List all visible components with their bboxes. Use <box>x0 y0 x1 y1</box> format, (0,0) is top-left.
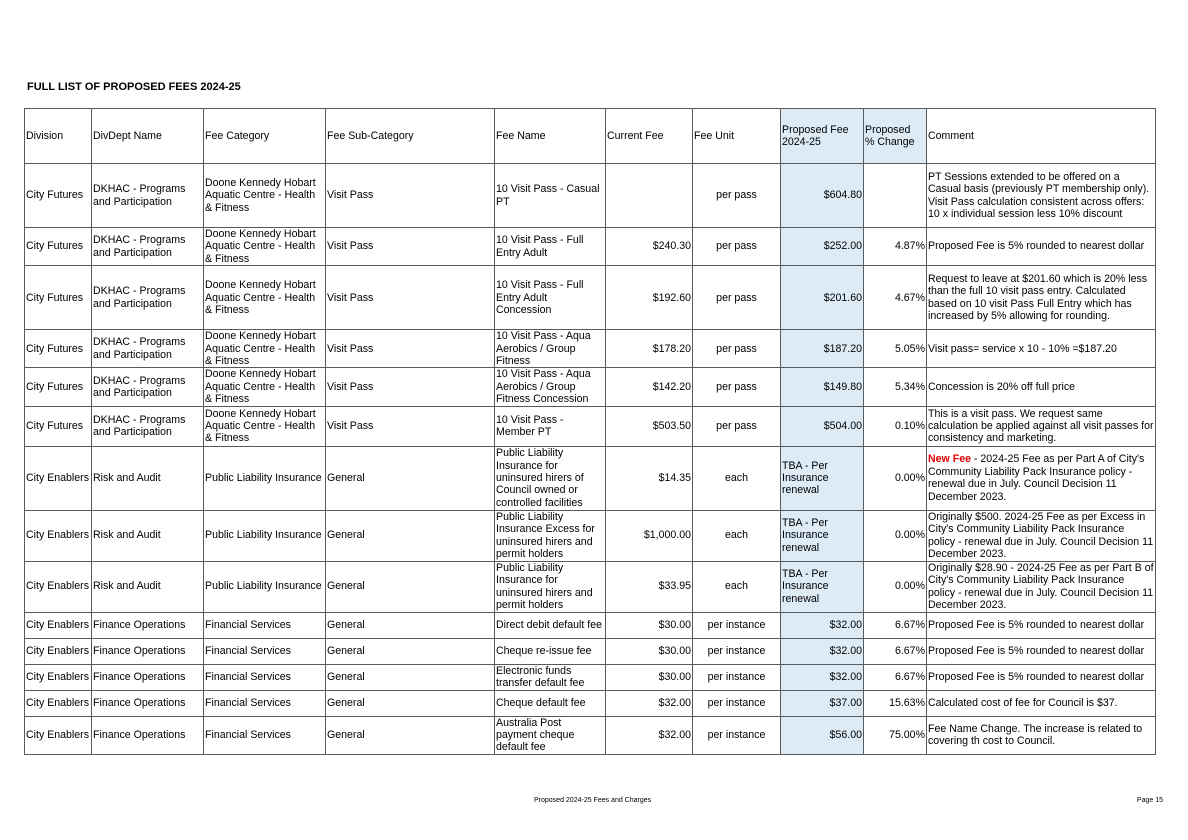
fee-unit-cell: per pass <box>693 330 781 368</box>
division-cell: City Futures <box>25 368 92 406</box>
fee-unit-cell: each <box>693 561 781 612</box>
proposed-fee-cell: $201.60 <box>781 266 864 330</box>
fee-unit-cell: per pass <box>693 266 781 330</box>
fee-subcategory-cell: General <box>326 664 495 690</box>
fee-category-cell: Public Liability Insurance <box>204 561 326 612</box>
division-cell: City Futures <box>25 164 92 228</box>
percent-change-cell: 4.67% <box>864 266 927 330</box>
fee-category-cell: Financial Services <box>204 664 326 690</box>
fee-category-cell: Doone Kennedy Hobart Aquatic Centre - Health & Fitness <box>204 406 326 446</box>
division-cell: City Enablers <box>25 690 92 716</box>
current-fee-cell: $32.00 <box>606 716 693 754</box>
comment-cell: Proposed Fee is 5% rounded to nearest dollar <box>927 664 1156 690</box>
table-row <box>25 330 1156 368</box>
fee-unit-cell: per pass <box>693 164 781 228</box>
col-header-proposed-fee-line2: 2024-25 <box>782 136 821 148</box>
division-cell: City Futures <box>25 228 92 266</box>
current-fee-cell: $32.00 <box>606 690 693 716</box>
fee-unit-cell: each <box>693 510 781 561</box>
comment-cell: Proposed Fee is 5% rounded to nearest dollar <box>927 612 1156 638</box>
divdept-cell: DKHAC - Programs and Participation <box>92 406 204 446</box>
fee-unit-cell: per instance <box>693 664 781 690</box>
fee-name-cell: 10 Visit Pass - Full Entry Adult Concession <box>495 266 606 330</box>
fee-name-cell: Australia Post payment cheque default fee <box>495 716 606 754</box>
comment-cell: Visit pass= service x 10 - 10% =$187.20 <box>927 330 1156 368</box>
table-row <box>25 716 1156 754</box>
table-row <box>25 368 1156 406</box>
current-fee-cell: $192.60 <box>606 266 693 330</box>
col-header-divdept: DivDept Name <box>92 109 204 164</box>
fee-name-cell: Public Liability Insurance for uninsured hirers of Council owned or controlled facilities <box>495 446 606 510</box>
percent-change-cell: 6.67% <box>864 638 927 664</box>
divdept-cell: DKHAC - Programs and Participation <box>92 164 204 228</box>
fee-name-cell: Electronic funds transfer default fee <box>495 664 606 690</box>
fee-subcategory-cell: General <box>326 690 495 716</box>
division-cell: City Enablers <box>25 561 92 612</box>
current-fee-cell: $30.00 <box>606 664 693 690</box>
footer-page-number: Page 15 <box>1136 797 1163 804</box>
fee-name-cell: Public Liability Insurance for uninsured hirers and permit holders <box>495 561 606 612</box>
percent-change-cell: 75.00% <box>864 716 927 754</box>
col-header-fee-name: Fee Name <box>495 109 606 164</box>
comment-cell: This is a visit pass. We request same calculation be applied against all visit passes for consistency and marketing. <box>928 407 1154 445</box>
percent-change-cell: 0.10% <box>864 406 927 446</box>
fee-category-cell: Doone Kennedy Hobart Aquatic Centre - Health & Fitness <box>204 228 326 266</box>
proposed-fee-cell: TBA - Per Insurance renewal <box>781 510 864 561</box>
fee-category-cell: Doone Kennedy Hobart Aquatic Centre - Health & Fitness <box>204 368 326 406</box>
divdept-cell: Finance Operations <box>92 690 204 716</box>
comment-cell: Calculated cost of fee for Council is $37. <box>927 690 1156 716</box>
fee-unit-cell: per instance <box>693 690 781 716</box>
comment-cell: Proposed Fee is 5% rounded to nearest dollar <box>927 228 1156 266</box>
comment-cell: Originally $500. 2024-25 Fee as per Excess in City's Community Liability Pack Insurance policy - renewal due in July. Council Decision 11 December 2023. <box>927 510 1156 561</box>
new-fee-label: New Fee <box>928 453 971 466</box>
current-fee-cell: $1,000.00 <box>606 510 693 561</box>
divdept-cell: Finance Operations <box>92 716 204 754</box>
division-cell: City Enablers <box>25 446 92 510</box>
col-header-proposed-change-line2: % Change <box>865 136 915 148</box>
fee-subcategory-cell: Visit Pass <box>326 228 495 266</box>
fee-subcategory-cell: Visit Pass <box>326 368 495 406</box>
proposed-fee-cell: $37.00 <box>781 690 864 716</box>
fee-category-cell: Financial Services <box>204 612 326 638</box>
current-fee-cell: $240.30 <box>606 228 693 266</box>
divdept-cell: Finance Operations <box>92 664 204 690</box>
comment-cell: Originally $28.90 - 2024-25 Fee as per Part B of City's Community Liability Pack Insurance policy - renewal due in July. Council Decision 11 December 2023. <box>928 561 1154 612</box>
col-header-comment: Comment <box>927 109 1156 164</box>
comment-cell <box>927 446 1156 510</box>
divdept-cell: Risk and Audit <box>92 510 204 561</box>
fee-subcategory-cell: General <box>326 716 495 754</box>
comment-cell: Fee Name Change. The increase is related to covering th cost to Council. <box>927 716 1156 754</box>
table-row <box>25 228 1156 266</box>
percent-change-cell: 4.87% <box>864 228 927 266</box>
division-cell: City Enablers <box>25 638 92 664</box>
percent-change-cell: 5.05% <box>864 330 927 368</box>
col-header-division: Division <box>25 109 92 164</box>
fee-rows <box>25 164 1156 755</box>
divdept-cell: DKHAC - Programs and Participation <box>92 266 204 330</box>
percent-change-cell: 6.67% <box>864 664 927 690</box>
percent-change-cell: 0.00% <box>864 510 927 561</box>
proposed-fee-cell: $56.00 <box>781 716 864 754</box>
col-header-fee-subcategory: Fee Sub-Category <box>326 109 495 164</box>
fee-subcategory-cell: General <box>326 638 495 664</box>
fees-table <box>24 108 1156 755</box>
fee-name-cell: 10 Visit Pass - Full Entry Adult <box>495 228 606 266</box>
divdept-cell: DKHAC - Programs and Participation <box>92 228 204 266</box>
table-row <box>25 510 1156 561</box>
col-header-proposed-fee-line1: Proposed Fee <box>782 123 849 136</box>
current-fee-cell <box>606 164 693 228</box>
current-fee-cell: $30.00 <box>606 612 693 638</box>
fee-category-cell: Financial Services <box>204 716 326 754</box>
fee-name-cell: Direct debit default fee <box>495 612 606 638</box>
percent-change-cell: 0.00% <box>864 561 927 612</box>
fee-name-cell: 10 Visit Pass - Casual PT <box>495 164 606 228</box>
fee-unit-cell: per pass <box>693 368 781 406</box>
current-fee-cell: $33.95 <box>606 561 693 612</box>
percent-change-cell: 5.34% <box>864 368 927 406</box>
fee-name-cell: Cheque re-issue fee <box>495 638 606 664</box>
table-row <box>25 664 1156 690</box>
fee-category-cell: Public Liability Insurance <box>204 510 326 561</box>
col-header-fee-category: Fee Category <box>204 109 326 164</box>
fee-category-cell: Doone Kennedy Hobart Aquatic Centre - Health & Fitness <box>204 266 326 330</box>
proposed-fee-cell: $504.00 <box>781 406 864 446</box>
fee-category-cell: Doone Kennedy Hobart Aquatic Centre - Health & Fitness <box>204 164 326 228</box>
percent-change-cell <box>864 164 927 228</box>
divdept-cell: DKHAC - Programs and Participation <box>92 368 204 406</box>
current-fee-cell: $178.20 <box>606 330 693 368</box>
proposed-fee-cell: TBA - Per Insurance renewal <box>781 561 864 612</box>
percent-change-cell: 0.00% <box>864 446 927 510</box>
percent-change-cell: 6.67% <box>864 612 927 638</box>
fee-category-cell: Public Liability Insurance <box>204 446 326 510</box>
fee-category-cell: Doone Kennedy Hobart Aquatic Centre - Health & Fitness <box>204 330 326 368</box>
proposed-fee-cell: $32.00 <box>781 664 864 690</box>
fee-subcategory-cell: General <box>326 612 495 638</box>
divdept-cell: Risk and Audit <box>92 446 204 510</box>
table-row <box>25 612 1156 638</box>
fee-unit-cell: each <box>693 446 781 510</box>
comment-cell: Concession is 20% off full price <box>927 368 1156 406</box>
proposed-fee-cell: $32.00 <box>781 638 864 664</box>
col-header-current-fee: Current Fee <box>606 109 693 164</box>
col-header-proposed-fee <box>781 109 864 164</box>
fee-subcategory-cell: General <box>326 446 495 510</box>
comment-cell: PT Sessions extended to be offered on a Casual basis (previously PT membership only). Visit Pass calculation consistent across offers: 10 x individual session less 10% discount <box>927 164 1156 228</box>
table-row <box>25 561 1156 612</box>
divdept-cell: DKHAC - Programs and Participation <box>92 330 204 368</box>
fee-subcategory-cell: Visit Pass <box>326 406 495 446</box>
proposed-fee-cell: $252.00 <box>781 228 864 266</box>
proposed-fee-cell: $187.20 <box>781 330 864 368</box>
proposed-fee-cell: $604.80 <box>781 164 864 228</box>
division-cell: City Futures <box>25 266 92 330</box>
comment-text: - 2024-25 Fee as per Part A of City's Community Liability Pack Insurance policy - renewal due in July. Council Decision 11 December 2023. <box>928 453 1145 503</box>
fee-unit-cell: per instance <box>693 612 781 638</box>
fee-unit-cell: per instance <box>693 716 781 754</box>
fee-name-cell: 10 Visit Pass - Member PT <box>495 406 606 446</box>
footer-document-title: Proposed 2024-25 Fees and Charges <box>534 797 652 804</box>
current-fee-cell: $14.35 <box>606 446 693 510</box>
fee-unit-cell: per pass <box>693 228 781 266</box>
proposed-fee-cell: $32.00 <box>781 612 864 638</box>
fee-category-cell: Financial Services <box>204 690 326 716</box>
proposed-fee-cell: TBA - Per Insurance renewal <box>781 446 864 510</box>
comment-cell: Request to leave at $201.60 which is 20% less than the full 10 visit pass entry. Calculated based on 10 visit Pass Full Entry which has increased by 5% allowing for rounding. <box>927 266 1156 330</box>
table-row <box>25 406 1156 446</box>
division-cell: City Futures <box>25 406 92 446</box>
division-cell: City Enablers <box>25 510 92 561</box>
proposed-fee-cell: $149.80 <box>781 368 864 406</box>
col-header-proposed-change <box>864 109 927 164</box>
current-fee-cell: $142.20 <box>606 368 693 406</box>
fee-subcategory-cell: Visit Pass <box>326 164 495 228</box>
fee-name-cell: Public Liability Insurance Excess for uninsured hirers and permit holders <box>495 510 606 561</box>
divdept-cell: Finance Operations <box>92 612 204 638</box>
divdept-cell: Risk and Audit <box>92 561 204 612</box>
fee-subcategory-cell: Visit Pass <box>326 330 495 368</box>
fee-name-cell: 10 Visit Pass - Aqua Aerobics / Group Fitness Concession <box>495 368 606 406</box>
fee-subcategory-cell: General <box>326 561 495 612</box>
division-cell: City Enablers <box>25 612 92 638</box>
header-row <box>25 109 1156 164</box>
division-cell: City Enablers <box>25 664 92 690</box>
comment-cell: Proposed Fee is 5% rounded to nearest dollar <box>927 638 1156 664</box>
fee-unit-cell: per instance <box>693 638 781 664</box>
fee-category-cell: Financial Services <box>204 638 326 664</box>
table-row <box>25 446 1156 510</box>
fee-subcategory-cell: General <box>326 510 495 561</box>
percent-change-cell: 15.63% <box>864 690 927 716</box>
table-row <box>25 164 1156 228</box>
fee-name-cell: 10 Visit Pass - Aqua Aerobics / Group Fitness <box>495 330 606 368</box>
fee-name-cell: Cheque default fee <box>495 690 606 716</box>
col-header-proposed-change-line1: Proposed <box>865 123 911 136</box>
fee-subcategory-cell: Visit Pass <box>326 266 495 330</box>
divdept-cell: Finance Operations <box>92 638 204 664</box>
table-row <box>25 690 1156 716</box>
current-fee-cell: $30.00 <box>606 638 693 664</box>
col-header-fee-unit: Fee Unit <box>693 109 781 164</box>
current-fee-cell: $503.50 <box>606 406 693 446</box>
table-row <box>25 266 1156 330</box>
table-row <box>25 638 1156 664</box>
division-cell: City Futures <box>25 330 92 368</box>
division-cell: City Enablers <box>25 716 92 754</box>
page-title: FULL LIST OF PROPOSED FEES 2024-25 <box>27 81 241 93</box>
fee-unit-cell: per pass <box>693 406 781 446</box>
